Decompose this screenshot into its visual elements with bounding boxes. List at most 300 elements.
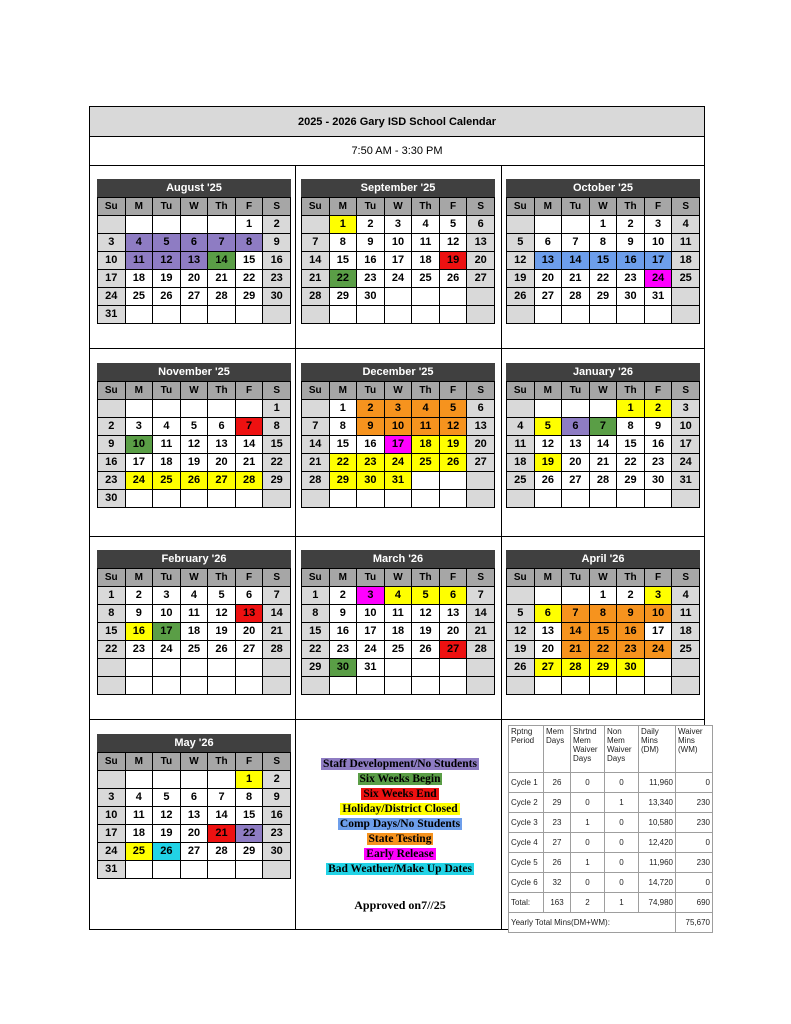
calendar-day: 23 — [644, 454, 672, 472]
calendar-day: 7 — [589, 418, 617, 436]
calendar-day: 25 — [507, 472, 535, 490]
empty-cell — [467, 490, 495, 508]
calendar-day: 8 — [617, 418, 645, 436]
calendar-day: 25 — [672, 270, 700, 288]
month-calendar — [301, 179, 495, 324]
weekday-header: Tu — [153, 753, 181, 771]
legend-item — [296, 772, 504, 787]
calendar-day: 3 — [644, 587, 672, 605]
legend-label: Holiday/District Closed — [342, 803, 458, 815]
calendar-day: 13 — [534, 252, 562, 270]
calendar-day: 27 — [534, 288, 562, 306]
empty-cell — [534, 400, 562, 418]
weekday-header: F — [644, 198, 672, 216]
calendar-day: 28 — [562, 288, 590, 306]
weekday-header: Tu — [153, 569, 181, 587]
empty-cell — [507, 306, 535, 324]
stats-cell: 23 — [544, 813, 571, 833]
calendar-day: 25 — [412, 270, 440, 288]
weekday-header: Th — [617, 382, 645, 400]
table-row — [509, 813, 713, 833]
empty-cell — [589, 677, 617, 695]
empty-cell — [357, 306, 385, 324]
empty-cell — [439, 472, 467, 490]
calendar-day: 13 — [180, 252, 208, 270]
empty-cell — [208, 490, 236, 508]
calendar-day: 14 — [467, 605, 495, 623]
calendar-day: 8 — [329, 418, 357, 436]
empty-cell — [439, 490, 467, 508]
legend-label: Early Release — [366, 848, 434, 860]
empty-cell — [644, 306, 672, 324]
empty-cell — [263, 677, 291, 695]
calendar-day: 6 — [534, 234, 562, 252]
stats-cell: 11,960 — [639, 773, 676, 793]
calendar-day: 26 — [439, 454, 467, 472]
month-calendar — [97, 734, 291, 879]
stats-cell: 0 — [571, 873, 605, 893]
empty-cell — [439, 288, 467, 306]
empty-cell — [125, 771, 153, 789]
calendar-day: 11 — [507, 436, 535, 454]
empty-cell — [467, 306, 495, 324]
calendar-day: 24 — [644, 641, 672, 659]
calendar-day: 6 — [235, 587, 263, 605]
calendar-day: 10 — [153, 605, 181, 623]
calendar-day: 17 — [357, 623, 385, 641]
calendar-day: 12 — [180, 436, 208, 454]
stats-cell: 0 — [605, 813, 639, 833]
weekday-header: Tu — [562, 198, 590, 216]
calendar-day: 22 — [589, 270, 617, 288]
empty-cell — [302, 677, 330, 695]
calendar-day: 17 — [153, 623, 181, 641]
empty-cell — [412, 659, 440, 677]
weekday-header: Th — [208, 198, 236, 216]
calendar-day: 6 — [562, 418, 590, 436]
empty-cell — [208, 677, 236, 695]
calendar-day: 23 — [263, 270, 291, 288]
empty-cell — [562, 587, 590, 605]
calendar-day: 27 — [180, 843, 208, 861]
calendar-day: 19 — [412, 623, 440, 641]
calendar-day: 12 — [439, 234, 467, 252]
weekday-header: M — [329, 569, 357, 587]
calendar-day: 23 — [263, 825, 291, 843]
month-title: November '25 — [97, 363, 291, 381]
row-divider — [90, 536, 704, 537]
calendar-day: 25 — [153, 472, 181, 490]
empty-cell — [208, 771, 236, 789]
calendar-day: 26 — [534, 472, 562, 490]
calendar-day: 7 — [263, 587, 291, 605]
weekday-header: Su — [302, 382, 330, 400]
empty-cell — [412, 306, 440, 324]
calendar-day: 25 — [125, 288, 153, 306]
weekday-header: F — [235, 569, 263, 587]
calendar-day: 18 — [180, 623, 208, 641]
calendar-day: 17 — [98, 825, 126, 843]
legend-item — [296, 817, 504, 832]
weekday-header: Su — [98, 198, 126, 216]
empty-cell — [534, 216, 562, 234]
legend-item — [296, 832, 504, 847]
weekday-header: F — [235, 198, 263, 216]
empty-cell — [329, 306, 357, 324]
calendar-day: 19 — [439, 436, 467, 454]
calendar-day: 2 — [644, 400, 672, 418]
empty-cell — [412, 677, 440, 695]
calendar-day: 26 — [153, 288, 181, 306]
calendar-day: 27 — [180, 288, 208, 306]
calendar-day: 5 — [180, 418, 208, 436]
weekday-header: Su — [507, 382, 535, 400]
calendar-day: 29 — [617, 472, 645, 490]
stats-cell: 74,980 — [639, 893, 676, 913]
weekday-header: W — [384, 382, 412, 400]
calendar-day: 6 — [180, 234, 208, 252]
empty-cell — [617, 490, 645, 508]
calendar-day: 22 — [329, 270, 357, 288]
empty-cell — [125, 216, 153, 234]
stats-cell: 27 — [544, 833, 571, 853]
weekday-header: W — [589, 569, 617, 587]
empty-cell — [180, 400, 208, 418]
calendar-day: 11 — [125, 252, 153, 270]
empty-cell — [180, 771, 208, 789]
calendar-day: 1 — [302, 587, 330, 605]
calendar-day: 30 — [357, 472, 385, 490]
calendar-day: 13 — [180, 807, 208, 825]
stats-cell: 26 — [544, 773, 571, 793]
calendar-day: 12 — [439, 418, 467, 436]
stats-cell: Cycle 6 — [509, 873, 544, 893]
calendar-day: 9 — [617, 605, 645, 623]
calendar-day: 24 — [153, 641, 181, 659]
empty-cell — [235, 677, 263, 695]
calendar-day: 6 — [208, 418, 236, 436]
calendar-day: 3 — [98, 789, 126, 807]
calendar-day: 16 — [125, 623, 153, 641]
empty-cell — [562, 677, 590, 695]
table-row — [509, 793, 713, 813]
calendar-day: 5 — [507, 234, 535, 252]
calendar-day: 19 — [153, 270, 181, 288]
calendar-day: 20 — [534, 270, 562, 288]
empty-cell — [507, 216, 535, 234]
stats-cell: Cycle 4 — [509, 833, 544, 853]
calendar-day: 9 — [125, 605, 153, 623]
stats-header: Waiver Mins (WM) — [676, 726, 713, 773]
calendar-day: 26 — [153, 843, 181, 861]
empty-cell — [125, 677, 153, 695]
legend — [296, 757, 504, 877]
calendar-day: 24 — [384, 454, 412, 472]
calendar-day: 6 — [467, 400, 495, 418]
legend-label: State Testing — [368, 833, 432, 845]
empty-cell — [208, 216, 236, 234]
calendar-day: 1 — [329, 400, 357, 418]
weekday-header: F — [235, 753, 263, 771]
weekday-header: W — [180, 569, 208, 587]
calendar-day: 1 — [589, 216, 617, 234]
stats-header: Mem Days — [544, 726, 571, 773]
calendar-day: 27 — [467, 454, 495, 472]
calendar-day: 7 — [562, 234, 590, 252]
stats-cell: 0 — [676, 833, 713, 853]
calendar-day: 11 — [125, 807, 153, 825]
weekday-header: W — [589, 198, 617, 216]
stats-cell: 10,580 — [639, 813, 676, 833]
calendar-day: 5 — [208, 587, 236, 605]
calendar-day: 21 — [235, 454, 263, 472]
stats-cell: 12,420 — [639, 833, 676, 853]
calendar-day: 23 — [617, 641, 645, 659]
calendar-day: 14 — [208, 807, 236, 825]
weekday-header: Tu — [153, 198, 181, 216]
calendar-day: 20 — [180, 825, 208, 843]
calendar-day: 1 — [98, 587, 126, 605]
stats-cell: Cycle 2 — [509, 793, 544, 813]
weekday-header: M — [125, 382, 153, 400]
empty-cell — [412, 490, 440, 508]
calendar-day: 30 — [644, 472, 672, 490]
calendar-day: 12 — [507, 252, 535, 270]
weekday-header: M — [534, 569, 562, 587]
empty-cell — [153, 400, 181, 418]
calendar-day: 31 — [98, 861, 126, 879]
weekday-header: F — [644, 382, 672, 400]
table-row — [509, 893, 713, 913]
empty-cell — [644, 490, 672, 508]
empty-cell — [439, 659, 467, 677]
calendar-day: 5 — [439, 216, 467, 234]
calendar-day: 8 — [589, 605, 617, 623]
weekday-header: M — [534, 382, 562, 400]
calendar-day: 14 — [263, 605, 291, 623]
empty-cell — [439, 677, 467, 695]
calendar-day: 25 — [384, 641, 412, 659]
calendar-day: 14 — [302, 252, 330, 270]
weekday-header: S — [263, 569, 291, 587]
calendar-day: 8 — [302, 605, 330, 623]
calendar-day: 30 — [617, 659, 645, 677]
empty-cell — [208, 659, 236, 677]
weekday-header: W — [384, 198, 412, 216]
empty-cell — [153, 216, 181, 234]
calendar-day: 18 — [507, 454, 535, 472]
calendar-day: 22 — [302, 641, 330, 659]
calendar-day: 23 — [357, 454, 385, 472]
calendar-day: 3 — [125, 418, 153, 436]
stats-cell: 0 — [605, 853, 639, 873]
stats-cell: 1 — [605, 793, 639, 813]
calendar-day: 30 — [617, 288, 645, 306]
calendar-day: 8 — [329, 234, 357, 252]
table-row — [509, 853, 713, 873]
weekday-header: S — [263, 198, 291, 216]
calendar-day: 3 — [384, 400, 412, 418]
calendar-day: 16 — [263, 252, 291, 270]
calendar-day: 21 — [589, 454, 617, 472]
calendar-day: 10 — [672, 418, 700, 436]
empty-cell — [589, 490, 617, 508]
weekday-header: F — [235, 382, 263, 400]
calendar-day: 4 — [507, 418, 535, 436]
month-calendar — [506, 363, 700, 508]
weekday-header: Th — [208, 382, 236, 400]
calendar-day: 18 — [412, 436, 440, 454]
calendar-day: 22 — [617, 454, 645, 472]
month-calendar — [97, 550, 291, 695]
calendar-day: 20 — [235, 623, 263, 641]
calendar-day: 23 — [125, 641, 153, 659]
calendar-day: 3 — [644, 216, 672, 234]
calendar-day: 17 — [384, 436, 412, 454]
weekday-header: Th — [412, 569, 440, 587]
calendar-day: 4 — [125, 789, 153, 807]
stats-cell: 230 — [676, 793, 713, 813]
calendar-day: 12 — [208, 605, 236, 623]
calendar-day: 4 — [384, 587, 412, 605]
calendar-day: 28 — [208, 288, 236, 306]
empty-cell — [589, 306, 617, 324]
calendar-day: 7 — [235, 418, 263, 436]
calendar-day: 29 — [589, 659, 617, 677]
calendar-day: 20 — [467, 252, 495, 270]
calendar-day: 23 — [98, 472, 126, 490]
calendar-day: 20 — [208, 454, 236, 472]
month-title: September '25 — [301, 179, 495, 197]
calendar-day: 19 — [208, 623, 236, 641]
weekday-header: W — [180, 382, 208, 400]
calendar-day: 20 — [562, 454, 590, 472]
weekday-header: Th — [412, 198, 440, 216]
calendar-day: 5 — [153, 789, 181, 807]
stats-cell: 230 — [676, 813, 713, 833]
weekday-header: S — [672, 382, 700, 400]
school-hours: 7:50 AM - 3:30 PM — [90, 137, 704, 166]
calendar-day: 29 — [235, 288, 263, 306]
calendar-day: 11 — [672, 234, 700, 252]
empty-cell — [180, 861, 208, 879]
empty-cell — [439, 306, 467, 324]
weekday-header: Th — [412, 382, 440, 400]
calendar-day: 14 — [562, 252, 590, 270]
empty-cell — [534, 677, 562, 695]
stats-header: Non Mem Waiver Days — [605, 726, 639, 773]
calendar-day: 28 — [208, 843, 236, 861]
calendar-day: 10 — [357, 605, 385, 623]
approved-date: Approved on7//25 — [354, 898, 446, 912]
empty-cell — [180, 490, 208, 508]
calendar-day: 12 — [507, 623, 535, 641]
calendar-day: 24 — [357, 641, 385, 659]
calendar-day: 9 — [263, 234, 291, 252]
legend-item — [296, 787, 504, 802]
calendar-day: 4 — [125, 234, 153, 252]
minutes-table — [508, 725, 713, 933]
empty-cell — [98, 400, 126, 418]
calendar-day: 9 — [263, 789, 291, 807]
empty-cell — [412, 472, 440, 490]
calendar-day: 14 — [302, 436, 330, 454]
calendar-day: 5 — [534, 418, 562, 436]
empty-cell — [507, 677, 535, 695]
calendar-day: 26 — [507, 659, 535, 677]
calendar-day: 29 — [235, 843, 263, 861]
stats-cell: 1 — [571, 813, 605, 833]
stats-cell: 32 — [544, 873, 571, 893]
calendar-day: 13 — [208, 436, 236, 454]
calendar-day: 23 — [617, 270, 645, 288]
calendar-day: 11 — [672, 605, 700, 623]
weekday-header: S — [672, 569, 700, 587]
empty-cell — [507, 587, 535, 605]
empty-cell — [534, 306, 562, 324]
weekday-header: Th — [208, 753, 236, 771]
calendar-day: 13 — [467, 234, 495, 252]
month-calendar — [97, 363, 291, 508]
calendar-day: 18 — [672, 623, 700, 641]
empty-cell — [672, 288, 700, 306]
calendar-day: 16 — [98, 454, 126, 472]
empty-cell — [329, 490, 357, 508]
stats-cell: 690 — [676, 893, 713, 913]
calendar-day: 13 — [534, 623, 562, 641]
stats-cell: Cycle 5 — [509, 853, 544, 873]
calendar-day: 10 — [384, 234, 412, 252]
empty-cell — [384, 490, 412, 508]
stats-cell: Total: — [509, 893, 544, 913]
stats-cell: 29 — [544, 793, 571, 813]
weekday-header: F — [439, 198, 467, 216]
calendar-day: 10 — [644, 234, 672, 252]
table-row — [509, 873, 713, 893]
calendar-day: 21 — [562, 641, 590, 659]
month-title: December '25 — [301, 363, 495, 381]
calendar-day: 15 — [263, 436, 291, 454]
empty-cell — [263, 306, 291, 324]
empty-cell — [384, 306, 412, 324]
calendar-day: 12 — [153, 807, 181, 825]
month-title: March '26 — [301, 550, 495, 568]
calendar-day: 9 — [98, 436, 126, 454]
calendar-day: 1 — [617, 400, 645, 418]
calendar-day: 5 — [507, 605, 535, 623]
calendar-day: 15 — [589, 623, 617, 641]
stats-cell: 1 — [605, 893, 639, 913]
calendar-day: 5 — [439, 400, 467, 418]
calendar-day: 9 — [329, 605, 357, 623]
month-title: August '25 — [97, 179, 291, 197]
weekday-header: M — [534, 198, 562, 216]
weekday-header: S — [467, 198, 495, 216]
calendar-day: 4 — [672, 216, 700, 234]
calendar-day: 1 — [589, 587, 617, 605]
calendar-day: 6 — [467, 216, 495, 234]
calendar-day: 26 — [439, 270, 467, 288]
calendar-day: 8 — [263, 418, 291, 436]
empty-cell — [467, 677, 495, 695]
calendar-day: 27 — [467, 270, 495, 288]
stats-cell: 14,720 — [639, 873, 676, 893]
calendar-day: 2 — [329, 587, 357, 605]
calendar-day: 8 — [589, 234, 617, 252]
calendar-day: 16 — [329, 623, 357, 641]
stats-cell: 13,340 — [639, 793, 676, 813]
stats-cell: 0 — [605, 873, 639, 893]
